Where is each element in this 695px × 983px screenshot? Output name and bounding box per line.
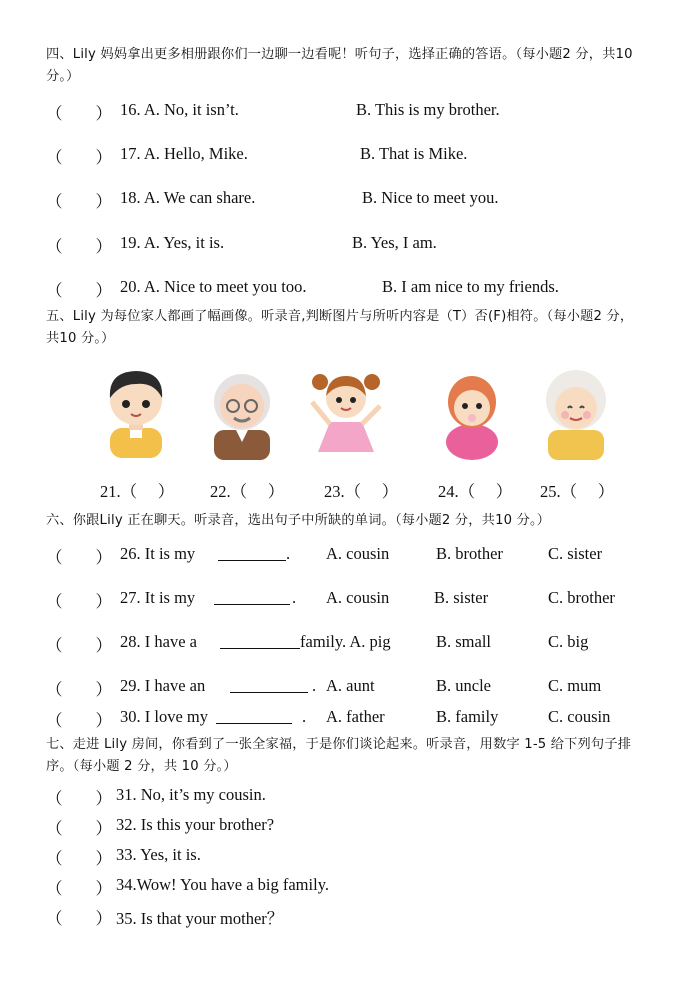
section-7-title: 七、走进 Lily 房间，你看到了一张全家福，于是你们谈论起来。听录音，用数字 1-5 给下列句子排序。（每小题 2 分，共 10 分。）	[46, 737, 632, 774]
answer-23[interactable]: 23.（ ）	[324, 482, 399, 501]
option-c: C. brother	[548, 588, 615, 607]
option-b: B. Nice to meet you.	[362, 188, 499, 207]
question-26	[46, 544, 666, 568]
option-c: C. big	[548, 632, 589, 651]
option-c: C. mum	[548, 676, 602, 695]
option-b: B. Yes, I am.	[352, 233, 437, 252]
girl-picture	[296, 362, 396, 462]
option-a: 16. A. No, it isn’t.	[120, 100, 239, 119]
question-text: 27. It is my	[120, 588, 196, 607]
answer-blank[interactable]: （ ）	[46, 237, 112, 256]
question-20	[46, 277, 666, 301]
fill-blank[interactable]	[216, 707, 292, 724]
option-c: C. cousin	[548, 707, 611, 726]
option-a: 18. A. We can share.	[120, 188, 256, 207]
option-a: 19. A. Yes, it is.	[120, 233, 225, 252]
question-17	[46, 144, 666, 168]
boy-picture	[96, 362, 176, 462]
sentence-34	[46, 875, 666, 899]
section-6-title: 六、你跟Lily 正在聊天。听录音，选出句子中所缺的单词。（每小题2 分，共10 分。）	[46, 513, 551, 528]
answer-blank[interactable]: （ ）	[46, 192, 112, 211]
option-a: A. cousin	[326, 544, 390, 563]
question-29	[46, 676, 666, 700]
grandma-picture	[536, 362, 616, 462]
baby-picture	[432, 362, 512, 462]
question-30	[46, 707, 666, 731]
option-c: C. sister	[548, 544, 603, 563]
sentence-33	[46, 845, 666, 869]
section-4-title: 四、Lily 妈妈拿出更多相册跟你们一边聊一边看呢！听句子，选择正确的答语。（每小题2 分，共10 分。）	[46, 47, 633, 84]
option-b: B. brother	[436, 544, 503, 563]
option-a: A. cousin	[326, 588, 390, 607]
question-end: .	[312, 676, 317, 695]
answer-blank[interactable]: （ ）	[46, 281, 112, 300]
question-16	[46, 100, 666, 124]
order-blank[interactable]: （ ）	[46, 849, 112, 868]
sentence-35	[46, 905, 666, 929]
question-28	[46, 632, 666, 656]
sentence-32	[46, 815, 666, 839]
order-blank[interactable]: （ ）	[46, 909, 112, 928]
option-b: B. family	[436, 707, 499, 726]
answer-22[interactable]: 22.（ ）	[210, 482, 285, 501]
fill-blank[interactable]	[214, 588, 290, 605]
order-blank[interactable]: （ ）	[46, 819, 112, 838]
question-18	[46, 188, 666, 212]
question-end: family. A. pig	[300, 632, 391, 651]
sentence-text: 34.Wow! You have a big family.	[116, 875, 329, 894]
question-end: .	[302, 707, 307, 726]
sentence-31	[46, 785, 666, 809]
question-19	[46, 233, 666, 257]
answer-25[interactable]: 25.（ ）	[540, 482, 615, 501]
answer-blank[interactable]: （ ）	[46, 592, 112, 611]
option-b: B. sister	[434, 588, 489, 607]
question-text: 26. It is my	[120, 544, 196, 563]
grandpa-picture	[202, 362, 282, 462]
question-27	[46, 588, 666, 612]
option-a: 17. A. Hello, Mike.	[120, 144, 248, 163]
answer-blank[interactable]: （ ）	[46, 148, 112, 167]
option-a: 20. A. Nice to meet you too.	[120, 277, 307, 296]
answer-blank[interactable]: （ ）	[46, 711, 112, 730]
order-blank[interactable]: （ ）	[46, 789, 112, 808]
question-text: 29. I have an	[120, 676, 206, 695]
option-b: B. That is Mike.	[360, 144, 468, 163]
picture-answers	[100, 478, 660, 502]
sentence-text: 31. No, it’s my cousin.	[116, 785, 266, 804]
section-5-title: 五、Lily 为每位家人都画了幅画像。听录音,判断图片与所听内容是（T）否(F)相符。（每小题2 分，共10 分。）	[46, 309, 634, 346]
sentence-text: 32. Is this your brother?	[116, 815, 275, 834]
answer-blank[interactable]: （ ）	[46, 104, 112, 123]
question-text: 30. I love my	[120, 707, 208, 726]
answer-blank[interactable]: （ ）	[46, 636, 112, 655]
answer-21[interactable]: 21.（ ）	[100, 482, 175, 501]
sentence-text: 35. Is that your mother？	[116, 909, 284, 928]
option-b: B. I am nice to my friends.	[382, 277, 559, 296]
question-end: .	[286, 544, 291, 563]
fill-blank[interactable]	[220, 632, 300, 649]
option-a: A. aunt	[326, 676, 375, 695]
question-text: 28. I have a	[120, 632, 197, 651]
fill-blank[interactable]	[230, 676, 308, 693]
family-pictures	[96, 362, 636, 467]
option-b: B. small	[436, 632, 492, 651]
answer-blank[interactable]: （ ）	[46, 548, 112, 567]
fill-blank[interactable]	[218, 544, 286, 561]
sentence-text: 33. Yes, it is.	[116, 845, 201, 864]
option-a: A. father	[326, 707, 385, 726]
option-b: B. uncle	[436, 676, 491, 695]
answer-blank[interactable]: （ ）	[46, 680, 112, 699]
option-b: B. This is my brother.	[356, 100, 500, 119]
answer-24[interactable]: 24.（ ）	[438, 482, 513, 501]
order-blank[interactable]: （ ）	[46, 879, 112, 898]
question-end: .	[292, 588, 297, 607]
